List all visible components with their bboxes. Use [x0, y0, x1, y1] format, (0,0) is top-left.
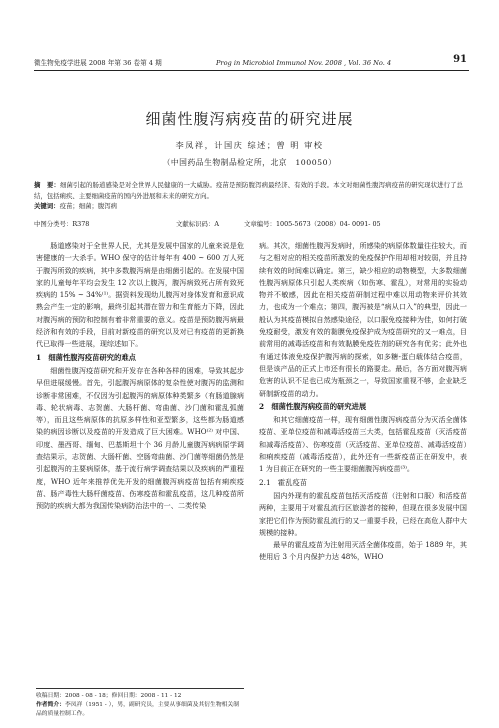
section-1-heading: 1 细菌性腹泻疫苗研究的难点	[36, 352, 136, 362]
classification-line	[34, 219, 463, 229]
right-column	[259, 240, 467, 564]
keywords-paragraph	[34, 201, 463, 212]
subsection-2-1-heading: 2.1 霍乱疫苗	[259, 477, 308, 487]
section-2-paragraph: 和其它细菌疫苗一样，现有细菌性腹泻病疫苗分为灭活全菌体疫苗、亚单位疫苗和减毒活疫苗三大类，包括霍乱疫苗（灭活疫苗和减毒活疫苗）、伤寒疫苗（灭活疫苗、亚单位疫苗、减毒活疫苗）和痢疾疫苗（减毒活疫苗），此外还有一些新疫苗正在研发中，表 1 为目前正在研究的一些主要细菌腹泻病疫苗⁽³⁾。	[259, 415, 467, 474]
author-bio	[36, 701, 244, 719]
received-date: 收稿日期：2008 - 08 - 18；修回日期：2008 - 11 - 12	[36, 693, 182, 699]
abstract-paragraph	[34, 180, 463, 201]
article-id: 文章编号：1005-5673（2008）04- 0091- 05	[244, 220, 381, 228]
left-column	[36, 240, 244, 513]
intro-paragraph: 肠道感染对于全世界人民，尤其是发展中国家的儿童来说是危害健康的一大杀手。WHO 保守的估计每年有 400 ~ 600 万人死于腹泻所致的疾病，其中多数腹泻病是由细菌引起的。在发展中国家的儿童每年平均会发生 12 次以上腹泻，腹泻病致死占所有致死疾病的 15% ~ 34%⁽¹⁾。据资料发现幼儿腹泻对身体发育和意识成熟会产生一定的影响，最终引起其潜在智力和生育能力下降，因此对腹泻病的预防和控制有着非常重要的意义。疫苗是预防腹泻病最经济和有效的手段，目前对新疫苗的研究以及对已有疫苗的更新换代已取得一些进展，现综述如下。	[36, 241, 244, 349]
abstract-text: 细菌引起的肠道感染是对全世界人民健康的一大威胁。疫苗是预防腹泻病最经济、有效的手段。本文对细菌性腹泻病疫苗的研究现状进行了总结，包括痢疾、主要细菌疫苗的国内外进展和未来的研究方向。	[34, 181, 464, 200]
abstract-block	[34, 180, 463, 212]
author-bio-label: 作者简介：	[36, 702, 65, 708]
paper-title: 细菌性腹泻病疫苗的研究进展	[145, 110, 354, 128]
section-1-paragraph: 细菌性腹泻疫苗研究和开发存在各种各样的困难，导致其起步早但进展缓慢。首先，引起腹泻病原体的复杂性使对腹泻的监测和诊断非常困难，不仅因为引起腹泻的病原体种类繁多（有肠道腺病毒、轮状病毒、志贺菌、大肠杆菌、弯曲菌、沙门菌和霍乱弧菌等），而且这些病原体的抗原多样性和亚型繁多，这些都为肠道感染的病因诊断以及疫苗的开发造成了巨大困难。WHO⁽²⁾ 对中国、印度、墨西哥、缅甸、巴基斯坦十个 36 月龄儿童腹泻病病原学调查结果示，志贺菌、大肠杆菌、空肠弯曲菌、沙门菌等细菌仍然是引起腹泻的主要病原体，基于流行病学调查结果以及疾病的严重程度，WHO 近年来推荐优先开发的细菌腹泻病疫苗包括有痢疾疫苗、肠产毒性大肠杆菌疫苗、伤寒疫苗和霍乱疫苗，这几种疫苗所预防的疾病大都为我国传染病防治法中的一、二类传染	[36, 365, 244, 511]
final-paragraph: 最早的霍乱疫苗为注射用灭活全菌体疫苗，始于 1889 年，其使用后 3 个月内保护力达 48%，WHO	[259, 540, 467, 562]
paper-affiliation: （中国药品生物制品检定所，北京 100050）	[162, 158, 337, 167]
continuation-paragraph: 病。其次，细菌性腹泻发病时，所感染的病原体数量往往较大，而与之相对应的相关疫苗所激发的免疫保护作用却相对较弱，并且持续有效的时间难以确定。第三，缺少相应的动物模型，大多数细菌性腹泻病原体只引起人类疾病（如伤寒、霍乱），对常用的实验动物并不敏感，因此在相关疫苗研制过程中难以用动物来评价其效力，也成为一个难点；第四，腹泻被是“病从口入”的典型，因此一般认为其疫苗模拟自然感染途径，以口服免疫接种为佳，如何打破免疫耐受，激发有效的黏膜免疫保护成为疫苗研究的又一难点，目前常用的减毒活疫苗和有效黏膜免疫佐剂的研究各有优劣；此外也有通过体液免疫保护腹泻病的探索，如多糖-蛋白载体结合疫苗，但是该产品的正式上市还有很长的路要走。最后，各方面对腹泻病危害的认识不足也已成为瓶颈之一，导致国家重视不够，企业缺乏研制新疫苗的动力。	[259, 241, 467, 398]
clc-number: 中图分类号：R378	[34, 220, 90, 228]
abstract-label: 摘 要：	[34, 181, 61, 189]
keywords-label: 关键词：	[34, 202, 60, 211]
section-2-heading: 2 细菌性腹泻病疫苗的研究进展	[259, 401, 367, 411]
keywords-text: 疫苗；细菌；腹泻病	[59, 202, 118, 211]
running-header	[34, 56, 469, 71]
author-bio-text: 李凤祥（1951 - ），男，副研究员，主要从事细菌及其衍生物相关制品的质量控制工作。	[36, 702, 240, 717]
footnote	[36, 688, 244, 719]
subsection-2-1-paragraph: 国内外现有的霍乱疫苗包括灭活疫苗（注射和口服）和活疫苗两种，主要用于对霍乱流行区旅游者的接种，但现在很多发展中国家把它们作为预防霍乱流行的又一重要手段，已经在高危人群中大规模的接种。	[259, 490, 467, 537]
page-number: 91	[453, 54, 467, 65]
journal-header-english: Prog in Microbiol Immunol Nov. 2008 , Vol. 36 No. 4	[216, 59, 392, 67]
document-code: 文献标识码：A	[176, 220, 219, 228]
paper-authors: 李凤祥，计国庆 综述；曾 明 审校	[175, 140, 324, 150]
journal-header-text: 微生物免疫学进展 2008 年第 36 卷第 4 期	[34, 59, 162, 67]
